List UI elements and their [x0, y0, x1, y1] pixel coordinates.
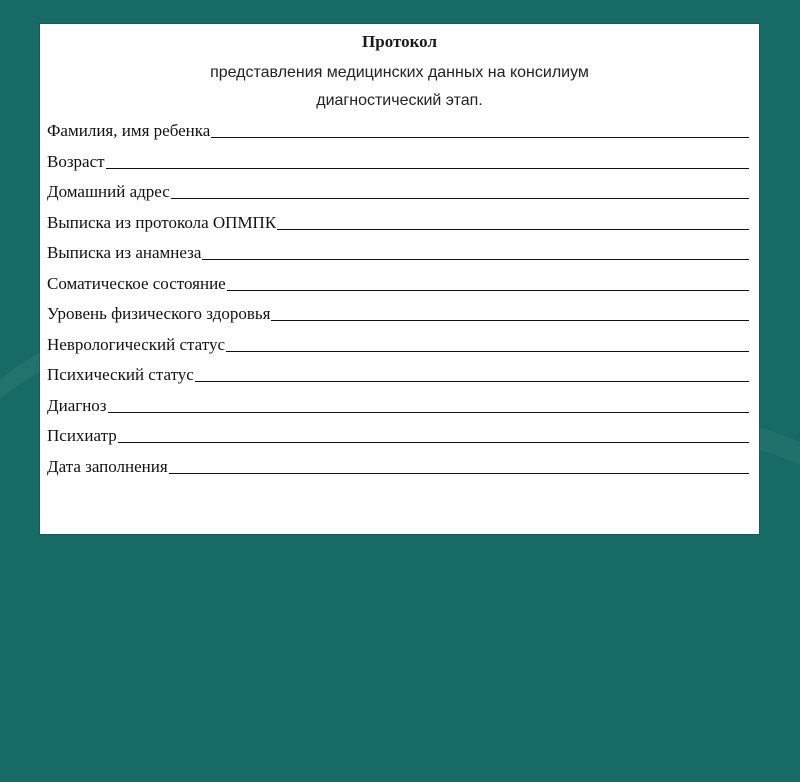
field-somatic-state — [47, 274, 749, 305]
field-label: Диагноз — [47, 395, 107, 415]
fill-in-line[interactable] — [226, 350, 749, 352]
field-anamnesis-extract — [47, 243, 749, 274]
fill-in-line[interactable] — [108, 411, 749, 413]
field-label: Возраст — [47, 151, 105, 171]
field-label: Домашний адрес — [47, 182, 170, 201]
field-label: Дата заполнения — [47, 456, 168, 476]
fill-in-line[interactable] — [118, 441, 749, 443]
fill-in-line[interactable] — [202, 258, 749, 260]
field-label: Психический статус — [47, 365, 194, 384]
field-physical-health — [47, 304, 749, 335]
field-label: Выписка из протокола ОПМПК — [47, 212, 277, 232]
document-subtitle: представления медицинских данных на консилиум — [210, 64, 589, 81]
form-fields — [47, 121, 749, 487]
field-label: Уровень физического здоровья — [47, 304, 271, 323]
field-child-name — [47, 121, 749, 152]
fill-in-line[interactable] — [106, 167, 749, 169]
field-label: Выписка из анамнеза — [47, 243, 202, 262]
fill-in-line[interactable] — [195, 380, 749, 382]
field-label: Психиатр — [47, 426, 117, 445]
field-fill-date — [47, 457, 749, 488]
field-label: Соматическое состояние — [47, 273, 226, 293]
protocol-sheet — [40, 24, 759, 534]
field-diagnosis — [47, 396, 749, 427]
document-stage: диагностический этап. — [316, 92, 483, 109]
fill-in-line[interactable] — [211, 136, 749, 138]
field-age — [47, 152, 749, 183]
field-neurological-status — [47, 335, 749, 366]
fill-in-line[interactable] — [271, 319, 749, 321]
document-title: Протокол — [362, 32, 437, 51]
fill-in-line[interactable] — [277, 228, 749, 230]
field-label: Неврологический статус — [47, 334, 225, 354]
field-label: Фамилия, имя ребенка — [47, 121, 211, 140]
fill-in-line[interactable] — [169, 472, 749, 474]
field-psychiatrist — [47, 426, 749, 457]
field-home-address — [47, 182, 749, 213]
field-mental-status — [47, 365, 749, 396]
field-opmpk-extract — [47, 213, 749, 244]
fill-in-line[interactable] — [171, 197, 749, 199]
fill-in-line[interactable] — [227, 289, 749, 291]
